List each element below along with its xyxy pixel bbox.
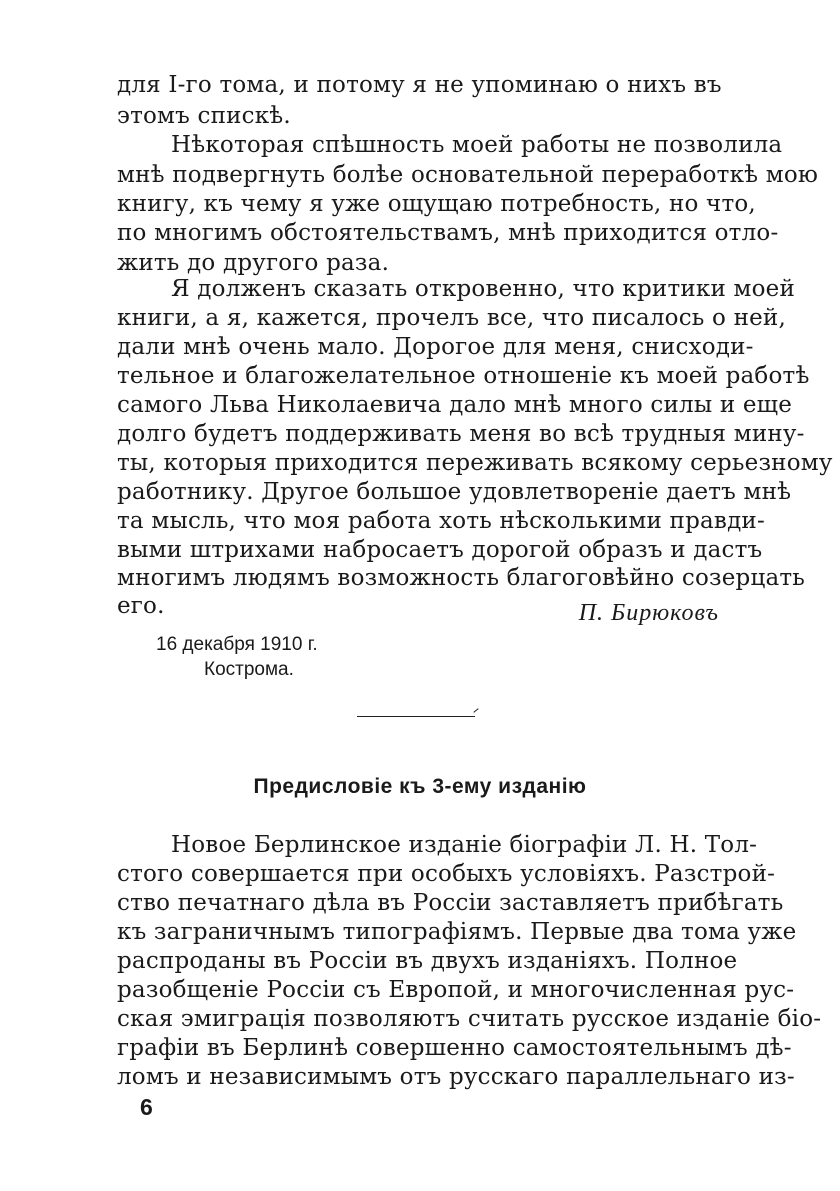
author-signature: П. Бирюковъ <box>578 600 719 626</box>
text-line: та мысль, что моя работа хоть нѣсколькими правди- <box>117 508 765 534</box>
page-number: 6 <box>140 1094 153 1120</box>
text-line: ломъ и независимымъ отъ русскаго параллельнаго из- <box>117 1064 795 1090</box>
text-line: работнику. Другое большое удовлетвореніе даетъ мнѣ <box>117 479 792 505</box>
text-line: ты, которыя приходится переживать всякому серьезному <box>117 450 833 476</box>
text-line: стого совершается при особыхъ условіяхъ. Разстрой- <box>117 861 776 887</box>
text-line: ская эмиграція позволяютъ считать русское изданіе біо- <box>117 1006 822 1032</box>
text-line: графіи въ Берлинѣ совершенно самостоятельнымъ дѣ- <box>117 1035 792 1061</box>
text-line: жить до другого раза. <box>117 250 390 276</box>
text-line: ство печатнаго дѣла въ Россіи заставляетъ прибѣгать <box>117 890 784 916</box>
text-line: къ заграничнымъ типографіямъ. Первые два тома уже <box>117 919 797 945</box>
text-line: дали мнѣ очень мало. Дорогое для меня, снисходи- <box>117 334 754 360</box>
text-line: Нѣкоторая спѣшность моей работы не позволила <box>171 132 783 158</box>
section-divider <box>357 716 475 717</box>
text-line: тельное и благожелательное отношеніе къ моей работѣ <box>117 363 810 389</box>
text-line: самого Льва Николаевича дало мнѣ много силы и еще <box>117 392 793 418</box>
text-line: мнѣ подвергнуть болѣе основательной переработкѣ мою <box>117 162 819 188</box>
text-line: Я долженъ сказать откровенно, что критики моей <box>171 276 796 302</box>
text-line: выми штрихами набросаетъ дорогой образъ и дастъ <box>117 537 763 563</box>
text-line: для I-го тома, и потому я не упоминаю о нихъ въ <box>117 72 722 98</box>
section-title: Предисловіе къ 3-ему изданію <box>253 775 587 798</box>
text-line: долго будетъ поддерживать меня во всѣ трудныя мину- <box>117 421 805 447</box>
date-line: 16 декабря 1910 г. <box>156 634 318 655</box>
place-line: Кострома. <box>204 659 294 680</box>
text-line: разобщеніе Россіи съ Европой, и многочисленная рус- <box>117 977 795 1003</box>
text-line: многимъ людямъ возможность благоговѣйно созерцать <box>117 565 806 591</box>
text-line: по многимъ обстоятельствамъ, мнѣ приходится отло- <box>117 220 779 246</box>
text-line: книги, а я, кажется, прочелъ все, что писалось о ней, <box>117 305 786 331</box>
divider-flourish <box>473 708 478 713</box>
text-line: распроданы въ Россіи въ двухъ изданіяхъ. Полное <box>117 948 738 974</box>
text-line: этомъ спискѣ. <box>117 103 291 129</box>
text-line: его. <box>117 593 165 619</box>
text-line: Новое Берлинское изданіе біографіи Л. Н. Тол- <box>171 832 758 858</box>
text-line: книгу, къ чему я уже ощущаю потребность, но что, <box>117 191 756 217</box>
